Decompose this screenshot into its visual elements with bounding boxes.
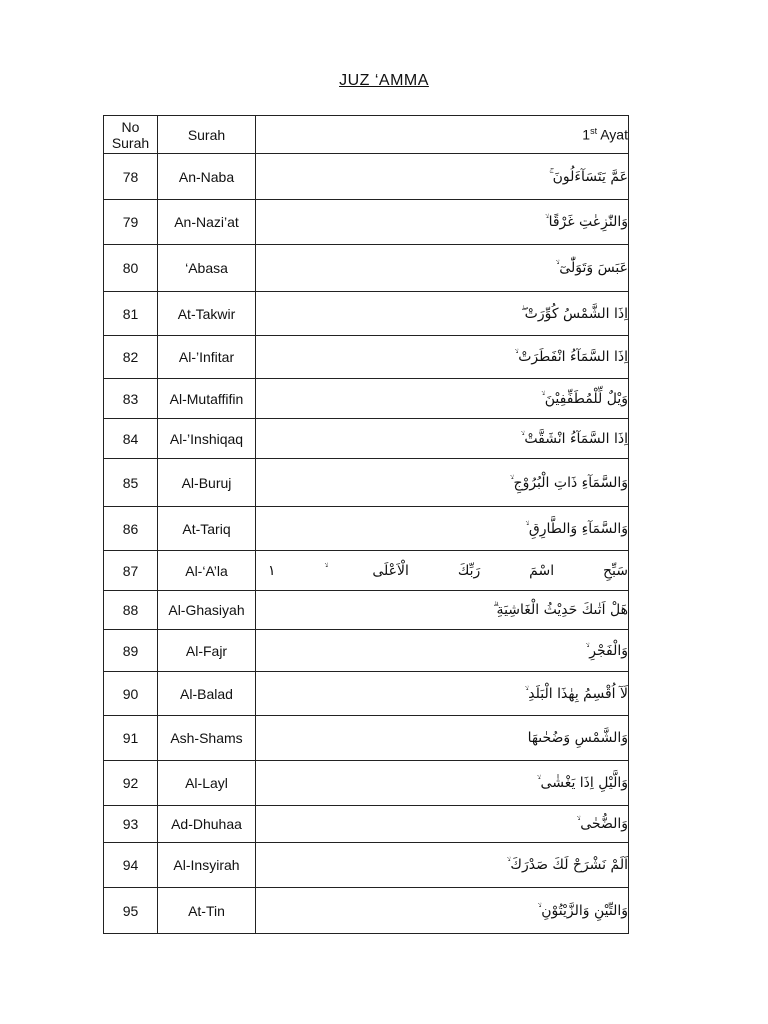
header-first-ayat [256,116,629,154]
surah-name: Al-’Infitar [158,336,256,379]
table-row [104,507,629,551]
first-ayat: اِذَا السَّمَآءُ انْشَقَّتْ ۙ [256,419,629,459]
first-ayat: اِذَا الشَّمْسُ كُوِّرَتْ ۖ [256,292,629,336]
surah-number: 87 [104,551,158,591]
surah-name: An-Nazi’at [158,200,256,245]
first-ayat: اِذَا السَّمَآءُ انْفَطَرَتْ ۙ [256,336,629,379]
surah-number: 85 [104,459,158,507]
table-row [104,761,629,806]
first-ayat: وَالسَّمَآءِ وَالطَّارِقِ ۙ [256,507,629,551]
surah-name: At-Tin [158,888,256,934]
first-ayat: وَالشَّمْسِ وَضُحٰىهَا [256,716,629,761]
table-row [104,154,629,200]
surah-number: 79 [104,200,158,245]
first-ayat: عَمَّ يَتَسَآءَلُونَ ۚ [256,154,629,200]
first-ayat: عَبَسَ وَتَوَلّٰىٓ ۙ [256,245,629,292]
header-surah: Surah [158,116,256,154]
first-ayat: وَالنّٰزِعٰتِ غَرْقًا ۙ [256,200,629,245]
first-ayat: وَالَّيْلِ اِذَا يَغْشٰى ۙ [256,761,629,806]
header-ayat-number: 1 [582,126,591,143]
surah-name: Al-Mutaffifin [158,379,256,419]
surah-number: 91 [104,716,158,761]
surah-number: 92 [104,761,158,806]
surah-name: At-Tariq [158,507,256,551]
table-row [104,200,629,245]
table-row [104,292,629,336]
page-title: JUZ ‘AMMA [339,72,429,89]
surah-number: 94 [104,843,158,888]
table-row [104,672,629,716]
header-ayat-ordinal: st [590,126,598,137]
header-ayat-word: Ayat [597,126,628,143]
table-row [104,379,629,419]
first-ayat: وَالْفَجْرِ ۙ [256,630,629,672]
first-ayat: وَالتِّيْنِ وَالزَّيْتُوْنِ ۙ [256,888,629,934]
surah-number: 86 [104,507,158,551]
table-row [104,551,629,591]
first-ayat: سَبِّحِ اسْمَ رَبِّكَ الْاَعْلَى ۙ ١ [256,551,629,591]
surah-name: Al-Balad [158,672,256,716]
table-row [104,245,629,292]
surah-name: ‘Abasa [158,245,256,292]
surah-name: Al-Layl [158,761,256,806]
surah-name: Al-Ghasiyah [158,591,256,630]
surah-name: Ash-Shams [158,716,256,761]
surah-number: 84 [104,419,158,459]
surah-number: 88 [104,591,158,630]
table-row [104,888,629,934]
surah-number: 90 [104,672,158,716]
first-ayat: هَلْ اَتٰىكَ حَدِيْثُ الْغَاشِيَةِ ۗ [256,591,629,630]
header-no-line1: No [121,118,140,135]
first-ayat: وَالضُّحٰى ۙ [256,806,629,843]
table-row [104,591,629,630]
table-row [104,716,629,761]
surah-name: An-Naba [158,154,256,200]
surah-number: 80 [104,245,158,292]
surah-name: Al-Fajr [158,630,256,672]
header-no-line2: Surah [111,134,150,151]
first-ayat: اَلَمْ نَشْرَحْ لَكَ صَدْرَكَ ۙ [256,843,629,888]
table-row [104,459,629,507]
surah-number: 83 [104,379,158,419]
surah-table [103,115,629,934]
surah-name: Al-‘A’la [158,551,256,591]
surah-name: Al-Buruj [158,459,256,507]
surah-number: 81 [104,292,158,336]
surah-name: At-Takwir [158,292,256,336]
table-row [104,843,629,888]
table-row [104,630,629,672]
surah-number: 93 [104,806,158,843]
table-header-row [104,116,629,154]
table-row [104,806,629,843]
surah-number: 89 [104,630,158,672]
surah-name: Ad-Dhuhaa [158,806,256,843]
surah-name: Al-’Inshiqaq [158,419,256,459]
table-row [104,336,629,379]
first-ayat: وَالسَّمَآءِ ذَاتِ الْبُرُوْجِ ۙ [256,459,629,507]
surah-number: 95 [104,888,158,934]
first-ayat: وَيْلٌ لِّلْمُطَفِّفِيْنَ ۙ [256,379,629,419]
surah-name: Al-Insyirah [158,843,256,888]
table-row [104,419,629,459]
header-no-surah [104,116,158,154]
first-ayat: لَآ اُقْسِمُ بِهٰذَا الْبَلَدِ ۙ [256,672,629,716]
surah-number: 78 [104,154,158,200]
surah-number: 82 [104,336,158,379]
